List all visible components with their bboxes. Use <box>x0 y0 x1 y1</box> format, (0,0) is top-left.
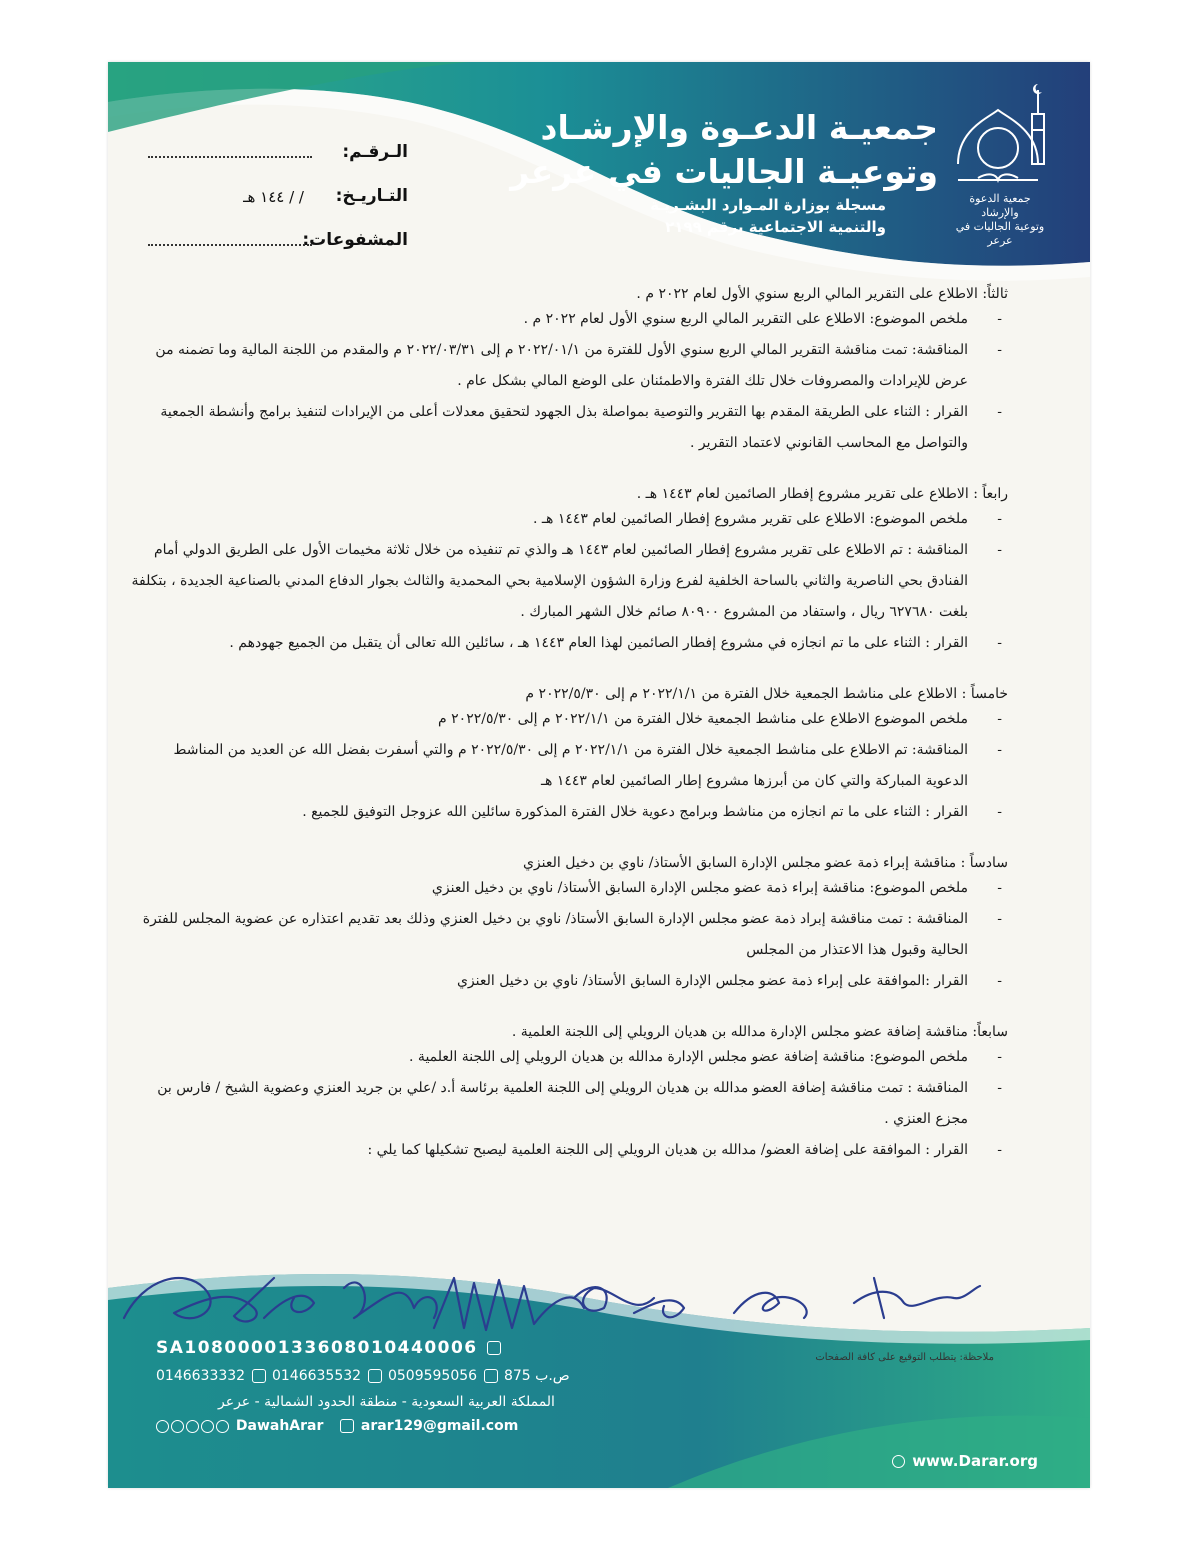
facebook-icon <box>171 1420 184 1433</box>
registration-line1: مسجلة بوزارة المـوارد البشـريـة <box>650 196 886 214</box>
phone-numbers <box>156 1368 570 1384</box>
section-fourth <box>128 484 1008 659</box>
iban-number <box>156 1338 503 1358</box>
bank-icon <box>487 1341 501 1355</box>
mailbox-icon <box>484 1369 498 1383</box>
org-name-line2: وتوعيـة الجاليات في عرعر <box>510 152 938 191</box>
section-third <box>128 284 1008 459</box>
section-title: سادساً : مناقشة إبراء ذمة عضو مجلس الإدارة السابق الأستاذ/ ناوي بن دخيل العنزي <box>522 855 1008 871</box>
iban-text: SA1080000133608010440006 <box>156 1338 478 1358</box>
number-field <box>148 142 408 186</box>
youtube-icon <box>216 1420 229 1433</box>
fax-number: 0146635532 <box>271 1368 362 1384</box>
section-item: - ملخص الموضوع: الاطلاع على تقرير مشروع إفطار الصائمين لعام ١٤٤٣ هـ . <box>128 504 1008 535</box>
section-item: - القرار : الثناء على ما تم انجازه في مشروع إفطار الصائمين لهذا العام ١٤٤٣ هـ ، سائلين الله تعالى أن يتقبل من الجميع جهودهم . <box>128 628 1008 659</box>
section-item: - المناقشة : تمت مناقشة إضافة العضو مدالله بن هديان الرويلي إلى اللجنة العلمية برئاسة أ.د /علي بن جريد العنزي وعضوية الشيخ / فارس بن مجزع العنزي . <box>128 1073 1008 1135</box>
date-field <box>148 186 408 230</box>
logo-caption-line1: جمعية الدعوة والإرشاد <box>969 192 1031 219</box>
date-label: التـاريـخ: <box>335 186 408 206</box>
mobile-icon <box>368 1369 382 1383</box>
social-and-email <box>156 1418 518 1434</box>
section-item: - ملخص الموضوع: مناقشة إضافة عضو مجلس الإدارة مدالله بن هديان الرويلي إلى اللجنة العلمية . <box>128 1042 1008 1073</box>
section-fifth <box>128 684 1008 828</box>
handwritten-signatures <box>114 1258 990 1350</box>
email-icon <box>340 1419 354 1433</box>
website-url[interactable]: www.Darar.org <box>912 1452 1038 1470</box>
section-item: - المناقشة: تمت مناقشة التقرير المالي الربع سنوي الأول للفترة من ٢٠٢٢/٠١/١ م إلى ٢٠٢٢/٠٣/٣١ م والمقدم من اللجنة المالية وما تضمنه من عرض للإيرادات والمصروفات خلال تلك الفترة والاطمئنان على الوضع المالي بشكل عام . <box>128 335 1008 397</box>
section-title: سابعاً: مناقشة إضافة عضو مجلس الإدارة مدالله بن هديان الرويلي إلى اللجنة العلمية . <box>511 1024 1008 1040</box>
website[interactable] <box>892 1452 1038 1470</box>
section-item: - المناقشة : تم الاطلاع على تقرير مشروع إفطار الصائمين لعام ١٤٤٣ هـ والذي تم تنفيذه من خلال ثلاثة مخيمات الأول على الطريق الدولي أمام الفنادق بحي الناصرية والثاني بالساحة الخلفية لفرع وزارة الشؤون الإسلامية بحي المحمدية والثالث بجوار الدفاع المدني بالصناعية الجديدة ، بتكلفة بلغت ٦٢٧٦٨٠ ريال ، واستفاد من المشروع ٨٠٩٠٠ صائم خلال الشهر المبارك . <box>128 535 1008 628</box>
section-item: - ملخص الموضوع الاطلاع على مناشط الجمعية خلال الفترة من ٢٠٢٢/١/١ م إلى ٢٠٢٢/٥/٣٠ م <box>128 704 1008 735</box>
fax-icon <box>252 1369 266 1383</box>
email-address[interactable]: arar129@gmail.com <box>360 1418 519 1434</box>
organization-heading <box>510 106 938 238</box>
phone-number: 0146633332 <box>156 1368 246 1384</box>
section-item: - ملخص الموضوع: مناقشة إبراء ذمة عضو مجلس الإدارة السابق الأستاذ/ ناوي بن دخيل العنزي <box>128 873 1008 904</box>
org-name-line1: جمعيـة الدعـوة والإرشـاد <box>540 108 938 147</box>
globe-icon <box>892 1455 905 1468</box>
attachments-label: المشفوعات: <box>302 230 408 250</box>
snapchat-icon <box>201 1420 214 1433</box>
section-item: - ملخص الموضوع: الاطلاع على التقرير المالي الربع سنوي الأول لعام ٢٠٢٢ م . <box>128 304 1008 335</box>
number-dotted-line <box>148 156 312 158</box>
letter-meta-fields <box>148 142 408 274</box>
section-item: - القرار : الثناء على ما تم انجازه من مناشط وبرامج دعوية خلال الفترة المذكورة سائلين الله عزوجل التوفيق للجميع . <box>128 797 1008 828</box>
section-title: ثالثاً: الاطلاع على التقرير المالي الربع سنوي الأول لعام ٢٠٢٢ م . <box>636 286 1008 302</box>
section-item: - القرار : الموافقة على إضافة العضو/ مدالله بن هديان الرويلي إلى اللجنة العلمية ليصبح تشكيلها كما يلي : <box>128 1135 1008 1166</box>
section-title: رابعاً : الاطلاع على تقرير مشروع إفطار الصائمين لعام ١٤٤٣ هـ . <box>636 486 1008 502</box>
minutes-body <box>128 284 1008 1166</box>
section-sixth <box>128 853 1008 997</box>
section-item: - القرار :الموافقة على إبراء ذمة عضو مجلس الإدارة السابق الأستاذ/ ناوي بن دخيل العنزي <box>128 966 1008 997</box>
attachments-dotted-line <box>148 244 312 246</box>
mobile-number: 0509595056 <box>387 1368 478 1384</box>
instagram-icon <box>186 1420 199 1433</box>
section-item: - المناقشة : تمت مناقشة إبراد ذمة عضو مجلس الإدارة السابق الأستاذ/ ناوي بن دخيل العنزي وذلك بعد تقديم اعتذاره عن عضوية المجلس للفترة الحالية وقبول هذا الاعتذار من المجلس <box>128 904 1008 966</box>
number-label: الـرقـم: <box>342 142 408 162</box>
social-handle[interactable]: DawahArar <box>235 1418 324 1434</box>
logo-caption-line2: وتوعية الجاليات في عرعر <box>955 220 1045 247</box>
section-item: - القرار : الثناء على الطريقة المقدم بها التقرير والتوصية بمواصلة بذل الجهود لتحقيق معدلات أعلى من الإيرادات لتنفيذ برامج وأنشطة الجمعية والتواصل مع المحاسب القانوني لاعتماد التقرير . <box>128 397 1008 459</box>
logo-caption <box>950 192 1050 248</box>
section-seventh <box>128 1022 1008 1166</box>
twitter-icon <box>156 1420 169 1433</box>
section-title: خامساً : الاطلاع على مناشط الجمعية خلال الفترة من ٢٠٢٢/١/١ م إلى ٢٠٢٢/٥/٣٠ م <box>525 686 1008 702</box>
attachments-field <box>148 230 408 274</box>
signature-note: ملاحظة: يتطلب التوقيع على كافة الصفحات <box>815 1352 994 1363</box>
letter-page <box>108 62 1090 1488</box>
po-box: ص.ب 875 <box>503 1368 570 1384</box>
date-value: / / ١٤٤ هـ <box>243 188 304 206</box>
registration-line2: والتنمية الاجتماعية برقم ٢١٩٩ <box>665 218 886 236</box>
section-item: - المناقشة: تم الاطلاع على مناشط الجمعية خلال الفترة من ٢٠٢٢/١/١ م إلى ٢٠٢٢/٥/٣٠ م والتي أسفرت بفضل الله عن العديد من المناشط الدعوية المباركة والتي كان من أبرزها مشروع إطار الصائمين لعام ١٤٤٣ هـ <box>128 735 1008 797</box>
address: المملكة العربية السعودية - منطقة الحدود الشمالية - عرعر <box>218 1394 555 1410</box>
